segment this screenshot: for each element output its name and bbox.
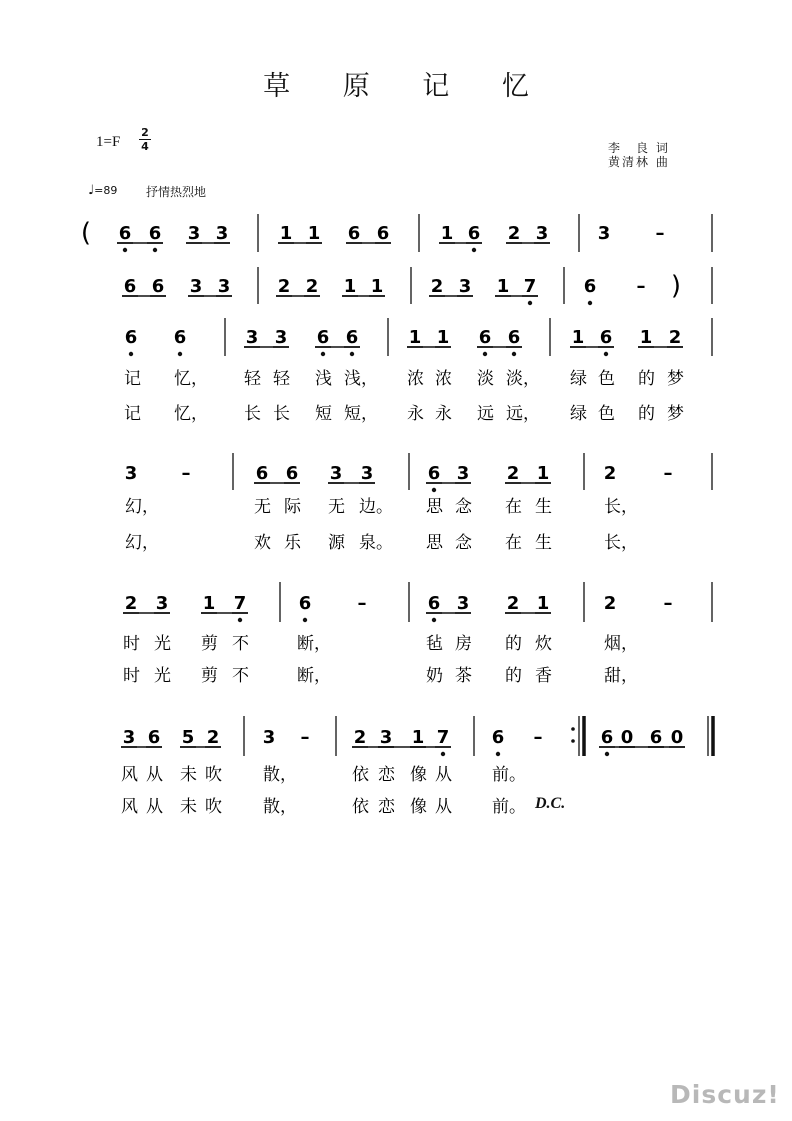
note-numeral: 3: [187, 223, 201, 244]
note-numeral: 6: [173, 327, 187, 348]
lyric-syllable: 浓: [407, 369, 424, 389]
note-numeral: 3: [597, 223, 611, 244]
lyric-syllable: 浅，: [344, 369, 378, 389]
note-numeral: 6: [427, 463, 441, 484]
lyric-syllable: 无: [328, 497, 345, 517]
parenthesis: ): [670, 271, 682, 301]
note-numeral: 6: [347, 223, 361, 244]
note-numeral: 6: [124, 327, 138, 348]
note-numeral: 3: [155, 593, 169, 614]
note-numeral: 6: [118, 223, 132, 244]
note-numeral: 6: [583, 276, 597, 297]
dash-note: –: [533, 727, 543, 748]
lyric-syllable: 无: [254, 497, 271, 517]
dash-note: –: [636, 276, 646, 297]
lyric-syllable: 断，: [297, 666, 331, 686]
dc-marking: D.C.: [535, 795, 566, 812]
lyric-syllable: 色: [598, 369, 615, 389]
lyric-syllable: 边。: [359, 497, 393, 517]
note-numeral: 1: [436, 327, 450, 348]
lyric-syllable: 散，: [263, 765, 297, 785]
lower-octave-dot: [472, 248, 476, 252]
note-numeral: 3: [215, 223, 229, 244]
lyric-syllable: 记: [124, 404, 141, 424]
lower-octave-dot: [483, 352, 487, 356]
note-numeral: 2: [506, 463, 520, 484]
lower-octave-dot: [605, 752, 609, 756]
lyric-syllable: 不: [232, 634, 249, 654]
lower-octave-dot: [588, 301, 592, 305]
lyric-syllable: 浅: [315, 369, 332, 389]
note-numeral: 3: [379, 727, 393, 748]
note-numeral: 3: [245, 327, 259, 348]
note-numeral: 6: [345, 327, 359, 348]
dash-note: –: [300, 727, 310, 748]
lower-octave-dot: [432, 488, 436, 492]
lyric-syllable: 时: [123, 666, 140, 686]
note-numeral: 6: [491, 727, 505, 748]
lyric-syllable: 生: [535, 533, 552, 553]
lyric-syllable: 风: [121, 765, 138, 785]
note-numeral: 1: [571, 327, 585, 348]
lower-octave-dot: [441, 752, 445, 756]
lyric-syllable: 念: [455, 533, 472, 553]
lower-octave-dot: [303, 618, 307, 622]
lower-octave-dot: [604, 352, 608, 356]
lyric-syllable: 吹: [205, 765, 222, 785]
lyric-syllable: 恋: [378, 765, 395, 785]
song-title: 草 原 记 忆: [263, 71, 551, 102]
note-numeral: 3: [274, 327, 288, 348]
system-6: [121, 716, 713, 817]
lyric-syllable: 永: [407, 404, 424, 424]
quarter-note-icon: ♩: [88, 183, 95, 198]
note-numeral: 6: [147, 727, 161, 748]
lyric-syllable: 毡: [426, 634, 443, 654]
lower-octave-dot: [129, 352, 133, 356]
lyric-syllable: 远: [477, 404, 494, 424]
note-numeral: 6: [507, 327, 521, 348]
lyric-syllable: 时: [123, 634, 140, 654]
note-numeral: 7: [233, 593, 247, 614]
note-numeral: 6: [123, 276, 137, 297]
note-numeral: 0: [670, 727, 684, 748]
lyricist-credit: 李 良 词: [608, 141, 670, 155]
note-numeral: 6: [148, 223, 162, 244]
parenthesis: (: [80, 218, 92, 248]
note-numeral: 5: [181, 727, 195, 748]
lyric-syllable: 前。: [492, 797, 526, 817]
system-4: [125, 453, 712, 553]
composer-credit: 黄清林 曲: [608, 155, 670, 169]
note-numeral: 1: [408, 327, 422, 348]
note-numeral: 6: [599, 327, 613, 348]
note-numeral: 3: [122, 727, 136, 748]
lyric-syllable: 房: [455, 634, 472, 654]
note-numeral: 1: [639, 327, 653, 348]
lyric-syllable: 的: [638, 369, 655, 389]
system-5: [123, 582, 712, 686]
lyric-syllable: 绿: [570, 369, 587, 389]
note-numeral: 2: [507, 223, 521, 244]
system-3: [124, 318, 712, 424]
lyric-syllable: 在: [505, 533, 522, 553]
dash-note: –: [663, 463, 673, 484]
lower-octave-dot: [123, 248, 127, 252]
lyric-syllable: 轻: [273, 369, 290, 389]
note-numeral: 1: [370, 276, 384, 297]
note-numeral: 6: [467, 223, 481, 244]
lyric-syllable: 记: [124, 369, 141, 389]
lower-octave-dot: [178, 352, 182, 356]
lyric-syllable: 梦: [667, 404, 684, 424]
note-numeral: 6: [649, 727, 663, 748]
lower-octave-dot: [496, 752, 500, 756]
watermark: Discuz!: [670, 1080, 780, 1109]
note-numeral: 6: [151, 276, 165, 297]
note-numeral: 2: [206, 727, 220, 748]
lyric-syllable: 从: [435, 765, 452, 785]
note-numeral: 1: [343, 276, 357, 297]
note-numeral: 3: [360, 463, 374, 484]
note-numeral: 2: [506, 593, 520, 614]
lyric-syllable: 未: [180, 797, 197, 817]
lyric-syllable: 浓: [435, 369, 452, 389]
time-signature-bottom: 4: [141, 140, 149, 153]
note-numeral: 2: [305, 276, 319, 297]
note-numeral: 2: [277, 276, 291, 297]
note-numeral: 0: [620, 727, 634, 748]
lyric-syllable: 泉。: [359, 533, 393, 553]
lyric-syllable: 断，: [297, 634, 331, 654]
dash-note: –: [181, 463, 191, 484]
lyric-syllable: 不: [232, 666, 249, 686]
lyric-syllable: 幻，: [125, 497, 159, 517]
lower-octave-dot: [238, 618, 242, 622]
lower-octave-dot: [528, 301, 532, 305]
dash-note: –: [655, 223, 665, 244]
lower-octave-dot: [350, 352, 354, 356]
note-numeral: 6: [255, 463, 269, 484]
lyric-syllable: 远，: [506, 404, 540, 424]
repeat-dot: [571, 739, 575, 743]
lyric-syllable: 未: [180, 765, 197, 785]
lower-octave-dot: [432, 618, 436, 622]
lyric-syllable: 色: [598, 404, 615, 424]
lyric-syllable: 剪: [201, 634, 218, 654]
lyric-syllable: 散，: [263, 797, 297, 817]
note-numeral: 3: [456, 593, 470, 614]
note-numeral: 6: [600, 727, 614, 748]
note-numeral: 3: [456, 463, 470, 484]
note-numeral: 1: [536, 463, 550, 484]
note-numeral: 6: [316, 327, 330, 348]
lyric-syllable: 淡，: [506, 369, 540, 389]
note-numeral: 3: [262, 727, 276, 748]
lyric-syllable: 像: [410, 797, 427, 817]
note-numeral: 2: [124, 593, 138, 614]
lyric-syllable: 恋: [378, 797, 395, 817]
note-numeral: 7: [523, 276, 537, 297]
note-numeral: 3: [329, 463, 343, 484]
lyric-syllable: 忆，: [174, 369, 208, 389]
lyric-syllable: 长: [244, 404, 261, 424]
tempo-value: =89: [94, 184, 118, 197]
lyric-syllable: 淡: [477, 369, 494, 389]
note-numeral: 6: [376, 223, 390, 244]
lyric-syllable: 依: [352, 765, 369, 785]
lyric-syllable: 短，: [344, 404, 378, 424]
note-numeral: 2: [603, 463, 617, 484]
lyric-syllable: 短: [315, 404, 332, 424]
expression-marking: 抒情热烈地: [146, 185, 207, 199]
lyric-syllable: 在: [505, 497, 522, 517]
lyric-syllable: 际: [284, 497, 301, 517]
lyric-syllable: 烟，: [604, 634, 638, 654]
note-numeral: 3: [124, 463, 138, 484]
note-numeral: 3: [458, 276, 472, 297]
lyric-syllable: 剪: [201, 666, 218, 686]
note-numeral: 2: [603, 593, 617, 614]
lyric-syllable: 绿: [570, 404, 587, 424]
lyric-syllable: 梦: [667, 369, 684, 389]
lyric-syllable: 像: [410, 765, 427, 785]
lyric-syllable: 轻: [244, 369, 261, 389]
lyric-syllable: 依: [352, 797, 369, 817]
lyric-syllable: 的: [638, 404, 655, 424]
note-numeral: 1: [279, 223, 293, 244]
note-numeral: 1: [440, 223, 454, 244]
lyric-syllable: 欢: [254, 533, 271, 553]
lyric-syllable: 永: [435, 404, 452, 424]
note-numeral: 1: [202, 593, 216, 614]
repeat-dot: [571, 727, 575, 731]
lyric-syllable: 从: [146, 797, 163, 817]
note-numeral: 1: [411, 727, 425, 748]
dash-note: –: [663, 593, 673, 614]
note-numeral: 1: [536, 593, 550, 614]
note-numeral: 2: [353, 727, 367, 748]
lyric-syllable: 思: [426, 533, 443, 553]
note-numeral: 2: [430, 276, 444, 297]
lyric-syllable: 思: [426, 497, 443, 517]
note-numeral: 7: [436, 727, 450, 748]
note-numeral: 3: [535, 223, 549, 244]
note-numeral: 1: [496, 276, 510, 297]
lyric-syllable: 茶: [455, 666, 472, 686]
lyric-syllable: 源: [328, 533, 345, 553]
key-signature: 1=F: [96, 134, 121, 150]
dash-note: –: [357, 593, 367, 614]
lyric-syllable: 生: [535, 497, 552, 517]
lyric-syllable: 香: [535, 666, 552, 686]
lyric-syllable: 从: [435, 797, 452, 817]
lyric-syllable: 吹: [205, 797, 222, 817]
lyric-syllable: 乐: [284, 533, 301, 553]
lyric-syllable: 甜，: [604, 666, 638, 686]
lyric-syllable: 前。: [492, 765, 526, 785]
system-1: [81, 214, 712, 252]
note-numeral: 6: [478, 327, 492, 348]
lyric-syllable: 光: [154, 634, 171, 654]
lyric-syllable: 风: [121, 797, 138, 817]
note-numeral: 1: [307, 223, 321, 244]
note-numeral: 6: [427, 593, 441, 614]
lyric-syllable: 炊: [535, 634, 552, 654]
note-numeral: 6: [285, 463, 299, 484]
lyric-syllable: 奶: [426, 666, 443, 686]
lyric-syllable: 长: [273, 404, 290, 424]
lyric-syllable: 长，: [604, 497, 638, 517]
lyric-syllable: 幻，: [125, 533, 159, 553]
note-numeral: 2: [668, 327, 682, 348]
lyric-syllable: 忆，: [174, 404, 208, 424]
note-numeral: 3: [189, 276, 203, 297]
system-2: [122, 267, 712, 305]
time-signature-top: 2: [141, 126, 149, 139]
lower-octave-dot: [153, 248, 157, 252]
lyric-syllable: 的: [505, 666, 522, 686]
lower-octave-dot: [321, 352, 325, 356]
lyric-syllable: 从: [146, 765, 163, 785]
lower-octave-dot: [512, 352, 516, 356]
lyric-syllable: 光: [154, 666, 171, 686]
lyric-syllable: 的: [505, 634, 522, 654]
lyric-syllable: 念: [455, 497, 472, 517]
lyric-syllable: 长，: [604, 533, 638, 553]
note-numeral: 6: [298, 593, 312, 614]
note-numeral: 3: [217, 276, 231, 297]
